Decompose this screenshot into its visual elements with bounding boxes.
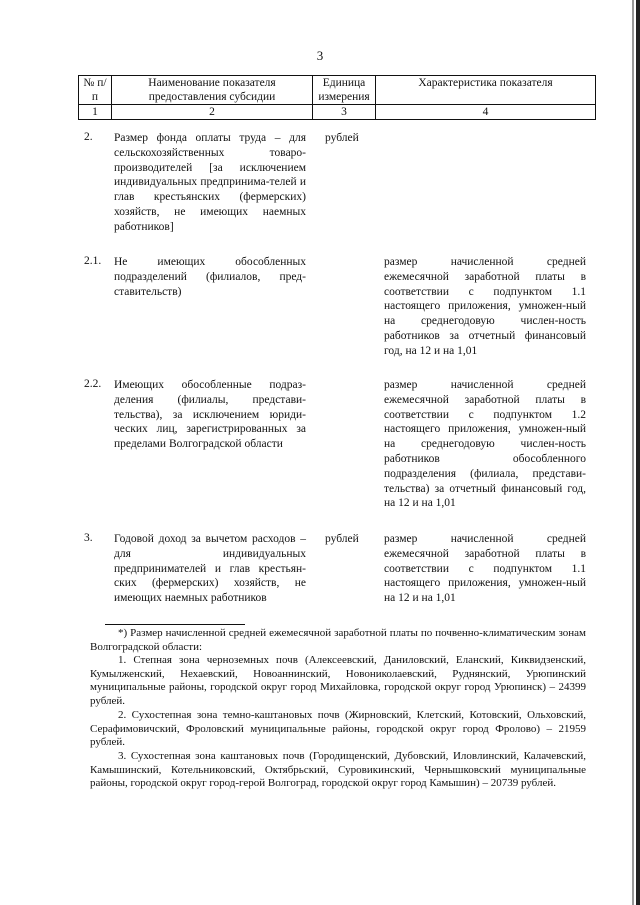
header-indicator-name: Наименование показателя предоставления субсидии	[112, 76, 313, 105]
row-number: 2.1.	[84, 255, 102, 267]
footnote-intro: *) Размер начисленной средней ежемесячной заработной платы по почвенно-климатическим зонам Волгоградской области:	[90, 627, 586, 653]
indicator-characteristic: размер начисленной средней ежемесячной заработной платы в соответствии с подпунктом 1.1 настоящего приложения, умножен-ный на среднегодовую числен-ность работников за отчетный финансовый год, на 12 и на 1,01	[384, 256, 586, 357]
indicator-unit: рублей	[325, 533, 359, 545]
footnote-zone-2: 2. Сухостепная зона темно-каштановых почв (Жирновский, Клетский, Котовский, Ольховский, Серафимовичский, Фроловский муниципальные районы, городской округ город Фролово) – 21959 рублей.	[90, 709, 586, 749]
header-index-3: 3	[313, 105, 376, 120]
header-index-4: 4	[376, 105, 596, 120]
row-number: 3.	[84, 532, 93, 544]
header-number: № п/п	[79, 76, 112, 105]
scan-edge	[636, 0, 640, 905]
footnote-separator	[105, 624, 245, 625]
header-index-1: 1	[79, 105, 112, 120]
header-unit: Единица измерения	[313, 76, 376, 105]
footnote-zone-3: 3. Сухостепная зона каштановых почв (Городищенский, Дубовский, Иловлинский, Калачевский, Камышинский, Котельниковский, Октябрьский, Суровикинский, Чернышковский муниципальные районы, городской округ город-герой Волгоград, городской округ город Камышин) – 20739 рублей.	[90, 750, 586, 790]
indicator-name: Не имеющих обособленных подразделений (филиалов, пред-ставительств)	[114, 256, 306, 298]
indicator-characteristic: размер начисленной средней ежемесячной заработной платы в соответствии с подпунктом 1.1 настоящего приложения, умножен-ный на 12 и на 1,01	[384, 533, 586, 605]
row-number: 2.2.	[84, 378, 102, 390]
footnote-zone-1: 1. Степная зона черноземных почв (Алексеевский, Даниловский, Еланский, Киквидзенский, Кумылженский, Нехаевский, Новоаннинский, Новониколаевский, Руднянский, Урюпинский муниципальные районы, городской округ город Михайловка, городской округ город Урюпинск) – 24399 рублей.	[90, 654, 586, 707]
indicator-unit: рублей	[325, 132, 359, 144]
header-characteristic: Характеристика показателя	[376, 76, 596, 105]
header-index-2: 2	[112, 105, 313, 120]
indicator-table-header	[78, 75, 596, 120]
scan-edge-shadow	[632, 0, 634, 905]
indicator-name: Имеющих обособленные подраз-деления (филиалы, представи-тельства), за исключением юриди-ческих лиц, зарегистрированных за пределами Волгоградской области	[114, 379, 306, 451]
page-number: 3	[316, 48, 324, 63]
row-number: 2.	[84, 131, 93, 143]
indicator-name: Годовой доход за вычетом расходов – для индивидуальных предпринимателей и глав крестьян-ских (фермерских) хозяйств, не имеющих наемных работников	[114, 533, 306, 605]
indicator-characteristic: размер начисленной средней ежемесячной заработной платы в соответствии с подпунктом 1.2 настоящего приложения, умножен-ный на среднегодовую числен-ность работников обособленного подразделения (филиала, представи-тельства) за отчетный финансовый год, на 12 и на 1,01	[384, 379, 586, 510]
indicator-name: Размер фонда оплаты труда – для сельскохозяйственных товаро-производителей [за исключением индивидуальных предпринима-телей и глав крестьянских (фермерских) хозяйств, не имеющих наемных работников]	[114, 132, 306, 233]
